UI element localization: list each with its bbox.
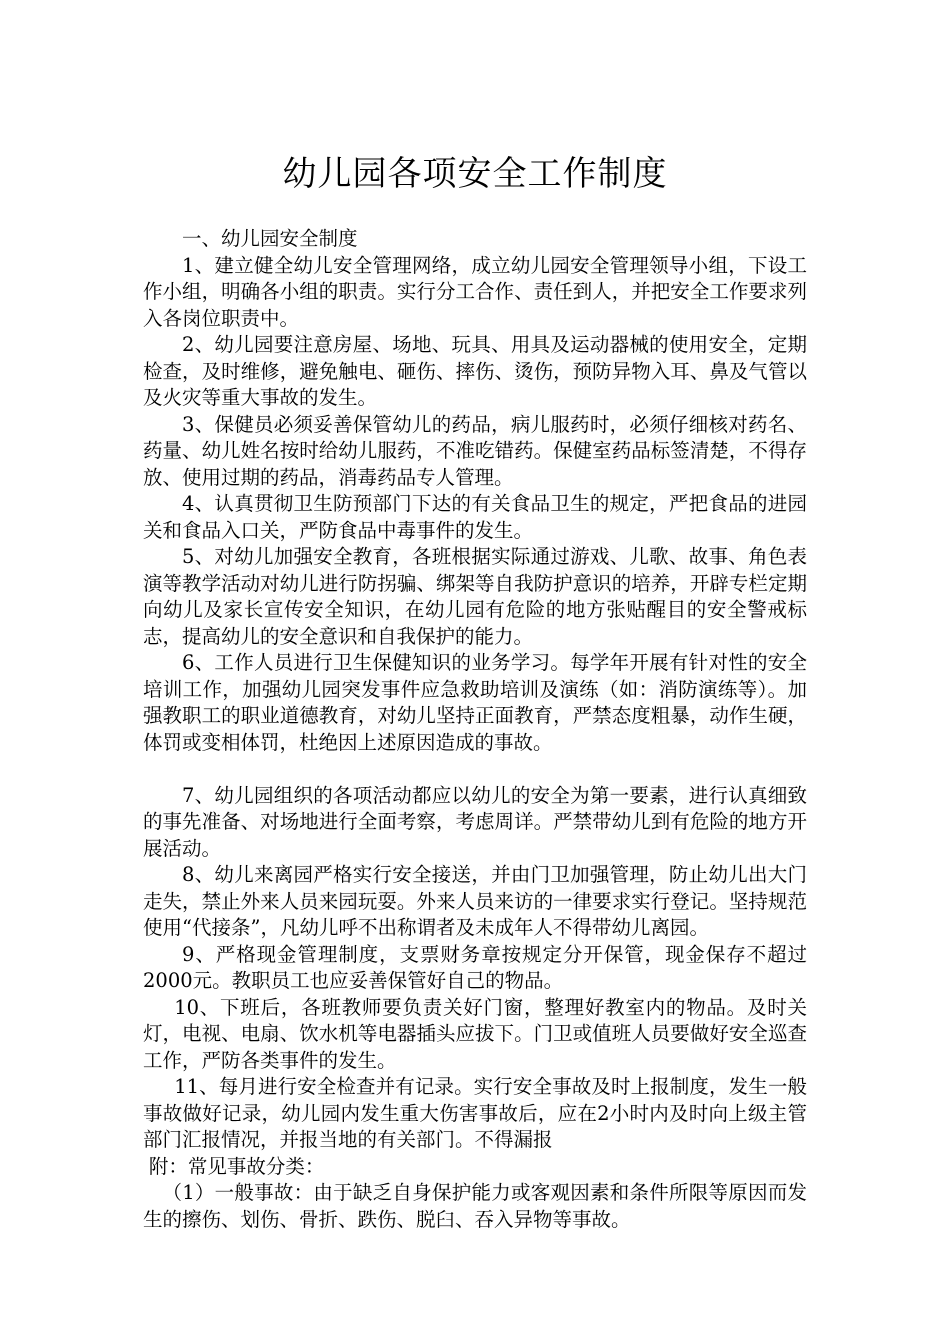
- paragraph-rule-10: 10、下班后，各班教师要负责关好门窗，整理好教室内的物品。及时关灯，电视、电扇、饮水机等电器插头应拔下。门卫或值班人员要做好安全巡查工作，严防各类事件的发生。: [143, 995, 807, 1072]
- page-title: 幼儿园各项安全工作制度: [282, 154, 668, 194]
- paragraph-rule-7: 7、幼儿园组织的各项活动都应以幼儿的安全为第一要素，进行认真细致的事先准备、对场地进行全面考察，考虑周详。严禁带幼儿到有危险的地方开展活动。: [143, 783, 807, 860]
- paragraph-rule-8: 8、幼儿来离园严格实行安全接送，并由门卫加强管理，防止幼儿出大门走失，禁止外来人员来园玩耍。外来人员来访的一律要求实行登记。坚持规范使用“代接条”，凡幼儿呼不出称谓者及未成年人不得带幼儿离园。: [143, 863, 807, 939]
- paragraph-rule-4: 4、认真贯彻卫生防预部门下达的有关食品卫生的规定，严把食品的进园关和食品入口关，严防食品中毒事件的发生。: [143, 492, 807, 542]
- paragraph-rule-5: 5、对幼儿加强安全教育，各班根据实际通过游戏、儿歌、故事、角色表演等教学活动对幼儿进行防拐骗、绑架等自我防护意识的培养，开辟专栏定期向幼儿及家长宣传安全知识，在幼儿园有危险的地方张贴醒目的安全警戒标志，提高幼儿的安全意识和自我保护的能力。: [143, 545, 807, 648]
- section-heading: 一、幼儿园安全制度: [182, 227, 358, 250]
- paragraph-rule-3: 3、保健员必须妥善保管幼儿的药品，病儿服药时，必须仔细核对药名、药量、幼儿姓名按时给幼儿服药，不准吃错药。保健室药品标签清楚，不得存放、使用过期的药品，消毒药品专人管理。: [143, 412, 807, 489]
- paragraph-rule-1: 1、建立健全幼儿安全管理网络，成立幼儿园安全管理领导小组，下设工作小组，明确各小组的职责。实行分工合作、责任到人，并把安全工作要求列入各岗位职责中。: [143, 253, 807, 330]
- document-body: [143, 226, 807, 1233]
- paragraph-rule-6: 6、工作人员进行卫生保健知识的业务学习。每学年开展有针对性的安全培训工作，加强幼儿园突发事件应急救助培训及演练（如：消防演练等）。加强教职工的职业道德教育，对幼儿坚持正面教育，严禁态度粗暴，动作生硬，体罚或变相体罚，杜绝因上述原因造成的事故。: [143, 651, 807, 754]
- paragraph-rule-11: 11、每月进行安全检查并有记录。实行安全事故及时上报制度，发生一般事故做好记录，幼儿园内发生重大伤害事故后，应在2小时内及时向上级主管部门汇报情况，并报当地的有关部门。不得漏报: [143, 1075, 807, 1151]
- appendix-item-1: （1）一般事故：由于缺乏自身保护能力或客观因素和条件所限等原因而发生的擦伤、划伤、骨折、跌伤、脱臼、吞入异物等事故。: [143, 1181, 807, 1231]
- paragraph-rule-2: 2、幼儿园要注意房屋、场地、玩具、用具及运动器械的使用安全，定期检查，及时维修，避免触电、砸伤、摔伤、烫伤，预防异物入耳、鼻及气管以及火灾等重大事故的发生。: [143, 333, 807, 409]
- appendix-heading: 附：常见事故分类：: [148, 1154, 325, 1178]
- paragraph-rule-9: 9、严格现金管理制度，支票财务章按规定分开保管，现金保存不超过2000元。教职员工也应妥善保管好自己的物品。: [143, 942, 807, 992]
